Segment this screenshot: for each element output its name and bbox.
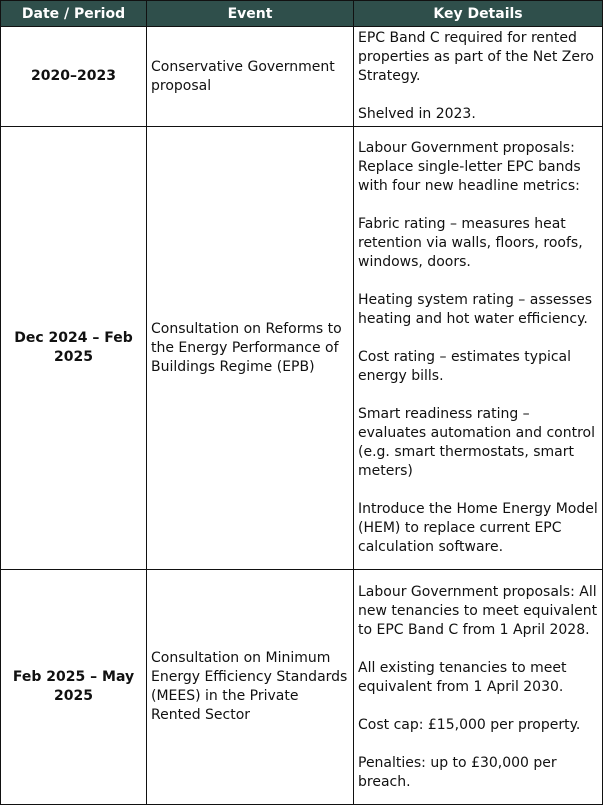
- column-header-key-details: Key Details: [354, 1, 603, 27]
- detail-paragraph: Heating system rating – assesses heating and hot water efficiency.: [358, 292, 593, 327]
- header-row: [1, 1, 603, 27]
- event-cell: Conservative Government proposal: [147, 27, 354, 127]
- detail-paragraph: Fabric rating – measures heat retention via walls, floors, roofs, windows, doors.: [358, 216, 583, 270]
- date-cell: Feb 2025 – May 2025: [1, 570, 147, 805]
- table-row: [1, 127, 603, 570]
- column-header-event: Event: [147, 1, 354, 27]
- detail-paragraph: Cost rating – estimates typical energy bills.: [358, 349, 572, 384]
- column-header-date: Date / Period: [1, 1, 147, 27]
- detail-paragraph: Cost cap: £15,000 per property.: [358, 716, 581, 733]
- details-cell: [354, 27, 603, 127]
- event-cell: Consultation on Minimum Energy Efficiency Standards (MEES) in the Private Rented Sector: [147, 570, 354, 805]
- detail-paragraph: EPC Band C required for rented properties as part of the Net Zero Strategy.: [358, 30, 594, 84]
- table-row: [1, 27, 603, 127]
- details-cell: [354, 127, 603, 570]
- event-cell: Consultation on Reforms to the Energy Performance of Buildings Regime (EPB): [147, 127, 354, 570]
- details-cell: [354, 570, 603, 805]
- detail-paragraph: Labour Government proposals: All new tenancies to meet equivalent to EPC Band C from 1 April 2028.: [358, 583, 598, 638]
- detail-paragraph: Shelved in 2023.: [358, 106, 476, 122]
- detail-paragraph: Penalties: up to £30,000 per breach.: [358, 754, 557, 790]
- table-row: [1, 570, 603, 805]
- detail-paragraph: Labour Government proposals: Replace single-letter EPC bands with four new headline metrics:: [358, 140, 581, 194]
- date-cell: 2020–2023: [1, 27, 147, 127]
- detail-paragraph: All existing tenancies to meet equivalent from 1 April 2030.: [358, 659, 567, 695]
- detail-paragraph: Smart readiness rating – evaluates automation and control (e.g. smart thermostats, smart meters): [358, 406, 595, 479]
- date-cell: Dec 2024 – Feb 2025: [1, 127, 147, 570]
- detail-paragraph: Introduce the Home Energy Model (HEM) to replace current EPC calculation software.: [358, 501, 598, 555]
